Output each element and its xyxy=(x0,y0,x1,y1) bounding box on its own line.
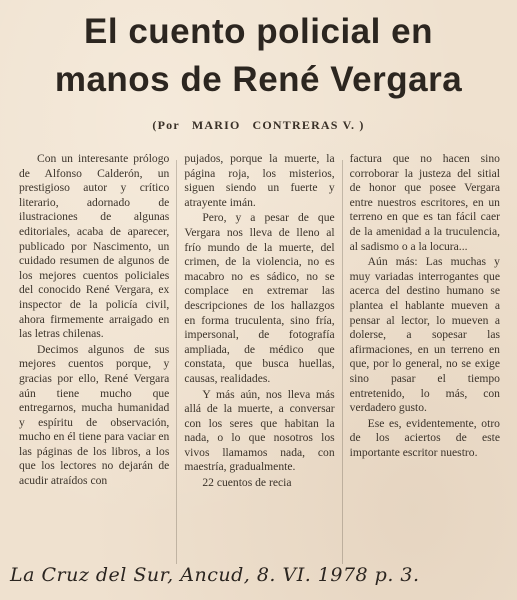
byline xyxy=(0,118,517,133)
article-column-3 xyxy=(343,152,507,564)
headline-line-2: manos de René Vergara xyxy=(54,60,463,99)
paragraph: Pero, y a pesar de que Vergara nos lleva de lleno al frío mundo de la muerte, del crimen, de la violencia, no es macabro no es sádico, no se complace en extremar las descripciones de los hallazgos en forma truculenta, sino fría, impersonal, de fotografía ampliada, de médico que constata, que busca huellas, causas, realidades. xyxy=(184,211,335,385)
byline-prefix: (Por xyxy=(152,118,180,132)
paragraph: 22 cuentos de recia xyxy=(202,476,292,490)
byline-last-name: CONTRERAS V. ) xyxy=(252,118,365,132)
byline-first-name: MARIO xyxy=(191,118,241,132)
paragraph: pujados, porque la muerte, la página roja, los misterios, siguen siendo un fuerte y atrayente imán. xyxy=(184,152,335,209)
headline xyxy=(6,8,511,104)
article-body xyxy=(12,152,507,564)
handwritten-source-note: La Cruz del Sur, Ancud, 8. VI. 1978 p. 3. xyxy=(10,564,420,586)
paragraph: Decimos algunos de sus mejores cuentos porque, y gracias por ello, René Vergara aún tiene mucho que entregarnos, mucha humanidad y espíritu de observación, mucho en él tiene para vaciar en las páginas de los libros, a los que los lectores no dejarán de acudir atraídos con xyxy=(19,342,170,488)
article-column-1 xyxy=(12,152,176,564)
paragraph: Ese es, evidentemente, otro de los aciertos de este importante escritor nuestro. xyxy=(349,416,500,459)
paragraph: Aún más: Las muchas y muy variadas interrogantes que acerca del destino humano se plantea el hablante mueven a pensar al lector, lo mueven a dolerse, a sopesar las afirmaciones, en un terreno en que, por lo general, no se exige sino pasar el tiempo entretenido, lo más, con verdadero gusto. xyxy=(349,255,500,415)
article-column-2 xyxy=(177,152,341,564)
paragraph: factura que no hacen sino corroborar la justeza del sitial de honor que posee Vergara entre nuestros escritores, en un terreno en que es tan fácil caer de la amenidad a la truculencia, al sadismo o a la locura... xyxy=(349,152,500,253)
headline-line-1: El cuento policial en xyxy=(84,12,433,51)
paragraph: Y más aún, nos lleva más allá de la muerte, a conversar con los seres que habitan la nada, o lo que nosotros los vivos llamamos nada, con maestría, gradualmente. xyxy=(184,387,335,474)
paragraph: Con un interesante prólogo de Alfonso Calderón, un prestigioso autor y crítico literario, adornado de ilustraciones de algunas editoriales, acaba de aparecer, publicado por Nascimento, un cuidado resumen de algunos de los mejores cuentos policiales del conocido René Vergara, ex inspector de la policía civil, ahora firmemente arraigado en las letras chilenas. xyxy=(19,152,170,341)
